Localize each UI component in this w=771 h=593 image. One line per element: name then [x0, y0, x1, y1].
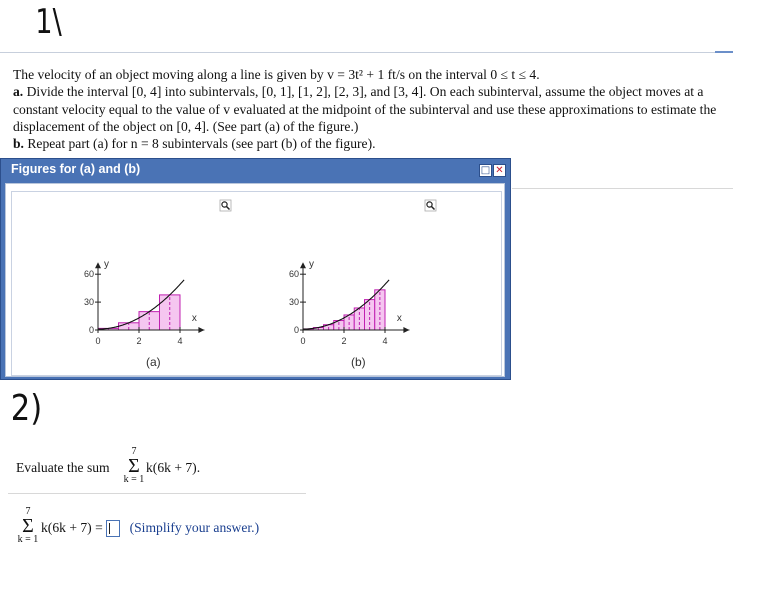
handwritten-label-2: 2)	[10, 388, 43, 429]
answer-sigma-icon: Σ	[22, 515, 34, 537]
x-axis-label: x	[396, 313, 402, 324]
problem-1-part-a	[13, 83, 733, 135]
problem-1-part-b	[13, 135, 733, 152]
answer-lhs: k(6k + 7) =	[41, 520, 103, 535]
x-axis-label: x	[191, 313, 197, 324]
chart-b	[289, 200, 436, 369]
handwritten-label-1: 1\	[35, 2, 62, 42]
sum-lower-limit: k = 1	[123, 474, 145, 485]
sum-notation	[122, 447, 146, 485]
x-axis-arrow	[198, 327, 204, 333]
chart-a	[84, 200, 231, 369]
restore-button[interactable]: □	[480, 165, 491, 176]
answer-divider	[8, 493, 306, 494]
top-divider	[0, 52, 733, 53]
figure-window[interactable]	[0, 158, 511, 380]
part-b-label: b.	[13, 136, 24, 152]
x-tick-label: 0	[95, 336, 101, 346]
y-tick-label: 60	[288, 269, 299, 280]
y-axis-label: y	[309, 259, 314, 271]
y-tick-label: 30	[83, 297, 94, 308]
part-a-label: a.	[13, 84, 24, 100]
part-a-text: Divide the interval [0, 4] into subintervals, [0, 1], [1, 2], [2, 3], and [3, 4]. On each subinterval, assume the object moves at a constant velocity equal to the value of v evaluated at the midpoint of the subinterval and use these approximations to estimate the displacement of the object on [0, 4]. (See part (a) of the figure.)	[13, 84, 717, 134]
answer-input[interactable]	[106, 520, 120, 537]
figures-svg	[12, 192, 501, 375]
y-tick-label: 60	[83, 269, 94, 280]
x-tick-label: 2	[341, 336, 347, 346]
answer-sum-upper-limit: 7	[25, 506, 31, 517]
sum-summand: k(6k + 7).	[146, 460, 201, 475]
sigma-icon: Σ	[128, 455, 140, 477]
y-axis-arrow	[300, 262, 306, 268]
problem-1-intro: The velocity of an object moving along a line is given by v = 3t² + 1 ft/s on the interval 0 ≤ t ≤ 4.	[13, 67, 540, 82]
y-axis-arrow	[95, 262, 101, 268]
y-tick-label: 0	[293, 325, 299, 335]
figure-window-title: Figures for (a) and (b)	[11, 162, 141, 176]
figure-body	[5, 183, 505, 377]
part-b-text: Repeat part (a) for n = 8 subintervals (see part (b) of the figure).	[23, 136, 376, 152]
figure-caption: (a)	[146, 355, 161, 369]
close-button[interactable]: ✕	[493, 164, 506, 177]
window-controls	[479, 164, 506, 177]
x-tick-label: 4	[382, 336, 388, 346]
x-tick-label: 0	[300, 336, 306, 346]
figure-caption: (b)	[351, 355, 366, 369]
simplify-hint: (Simplify your answer.)	[129, 520, 260, 535]
top-divider-accent	[715, 51, 733, 53]
answer-sum-notation	[16, 507, 40, 545]
x-tick-label: 2	[136, 336, 142, 346]
figure-panel	[11, 191, 502, 376]
answer-row	[41, 520, 259, 537]
problem-2-prompt: Evaluate the sum	[16, 460, 110, 475]
y-tick-label: 30	[288, 297, 299, 308]
sum-upper-limit: 7	[131, 446, 137, 457]
y-tick-label: 0	[88, 325, 94, 335]
problem-1-text	[13, 66, 733, 152]
answer-sum-lower-limit: k = 1	[17, 534, 39, 545]
x-axis-arrow	[403, 327, 409, 333]
x-tick-label: 4	[177, 336, 183, 346]
y-axis-label: y	[104, 259, 109, 271]
problem-divider	[512, 188, 733, 189]
